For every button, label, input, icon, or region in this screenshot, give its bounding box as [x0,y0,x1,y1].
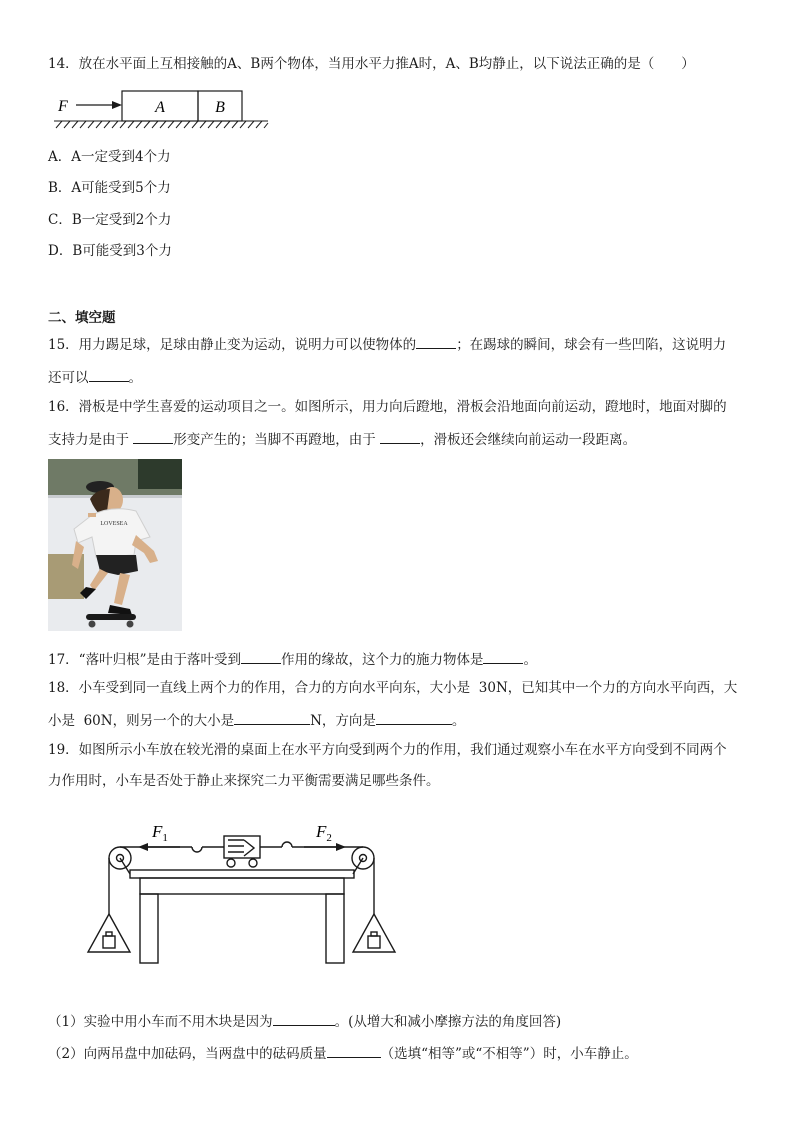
cart [224,836,260,867]
q18-line2 [48,709,465,731]
arrow-f2 [304,843,346,851]
shirt-text: LOVESEA [100,521,128,527]
q16-blank-1[interactable] [133,428,173,444]
q19-sub1 [48,1010,561,1032]
q14-option-a: A．A一定受到4个力 [48,149,171,165]
hanging-pan-right [353,914,395,952]
ground-hatching [54,121,268,128]
q14-option-c: C．B一定受到2个力 [48,212,172,228]
section-heading: 二、填空题 [48,310,116,326]
q19-blank-2[interactable] [327,1042,381,1058]
skateboarder-photo [48,459,182,631]
block-b-label: B [215,99,225,116]
q15-text-a: 15．用力踢足球，足球由静止变为运动，说明力可以使物体的 [48,337,417,353]
q17-text-a: 17．“落叶归根”是由于落叶受到 [48,652,241,668]
q15-text-c: 还可以 [48,370,89,386]
force-label: F [58,98,68,115]
q19-sub2-text-b: （选填“相等”或“不相等”）时，小车静止。 [380,1046,638,1062]
pulley-left [109,847,131,874]
q18-line1: 18．小车受到同一直线上两个力的作用，合力的方向水平向东，大小是 30N，已知其中一个力的方向水平向西，大 [48,680,738,696]
q19-figure [84,818,404,968]
q16-text-a: 支持力是由于 [48,432,134,448]
q14-stem: 14．放在水平面上互相接触的A、B两个物体，当用水平力推A时，A、B均静止，以下说法正确的是（ ） [48,56,695,72]
q15-line2 [48,366,142,388]
q18-text-c: 。 [451,713,466,729]
table [130,870,354,963]
q17-blank-2[interactable] [483,648,523,664]
q19-blank-1[interactable] [273,1010,335,1026]
q15-text-b: ；在踢球的瞬间，球会有一些凹陷，这说明力 [456,337,727,353]
q14-option-b: B．A可能受到5个力 [48,180,171,196]
q15-text-d: 。 [128,370,142,386]
q14-option-d: D．B可能受到3个力 [48,243,172,259]
f2-label: $F_2$ [316,822,332,844]
q16-text-b: 形变产生的；当脚不再蹬地，由于 [173,432,381,448]
q19-sub2 [48,1042,638,1064]
q19-sub1-text-b: 。(从增大和减小摩擦方法的角度回答) [334,1014,562,1030]
pulley-right [352,847,374,874]
q18-blank-1[interactable] [234,709,310,725]
q15-blank-1[interactable] [416,333,456,349]
q17-line [48,648,537,670]
f1-label: $F_1$ [152,822,168,844]
q19-sub1-text-a: （1）实验中用小车而不用木块是因为 [48,1014,273,1030]
q18-text-a: 小是 60N，则另一个的大小是 [48,713,235,729]
q16-line1: 16．滑板是中学生喜爱的运动项目之一。如图所示，用力向后蹬地，滑板会沿地面向前运动，蹬地时，地面对脚的 [48,399,727,415]
hanging-pan-left [88,914,130,952]
q19-sub2-text-a: （2）向两吊盘中加砝码，当两盘中的砝码质量 [48,1046,327,1062]
q19-line2: 力作用时，小车是否处于静止来探究二力平衡需要满足哪些条件。 [48,773,440,789]
block-a-label: A [155,99,165,116]
q18-text-b: N，方向是 [310,713,376,729]
arrow-f1 [138,843,180,851]
q17-blank-1[interactable] [241,648,281,664]
q16-line2 [48,428,636,450]
q15-blank-2[interactable] [89,366,129,382]
q14-figure [50,88,272,132]
q18-blank-2[interactable] [376,709,452,725]
q16-text-c: ，滑板还会继续向前运动一段距离。 [420,432,637,448]
q17-text-b: 作用的缘故，这个力的施力物体是 [280,652,484,668]
q16-blank-2[interactable] [380,428,420,444]
q15-line1 [48,333,726,355]
force-arrow [76,101,122,109]
q17-text-c: 。 [523,652,537,668]
q19-line1: 19．如图所示小车放在较光滑的桌面上在水平方向受到两个力的作用，我们通过观察小车在水平方向受到不同两个 [48,742,727,758]
